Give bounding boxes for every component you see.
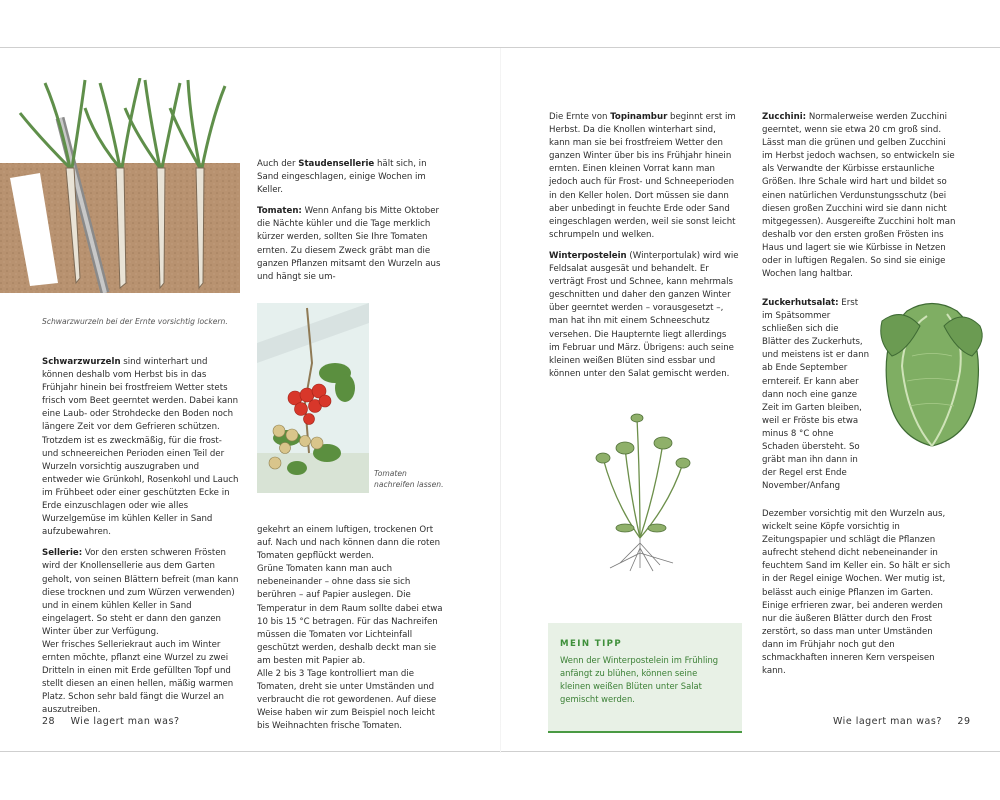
left-folio	[42, 716, 180, 727]
sugarloaf-text-narrow: Erst im Spätsommer schließen sich die Blätter des Zuckerhuts, und meistens ist er dann ab Ende September erntereif. Er kann aber dann noch eine ganze Zeit im Garten bleiben, weil er Fröste bis etwa minus 8 °C ohne Schaden übersteht. So gräbt man ihn dann in der Regel erst Ende November/Anfang	[762, 298, 870, 492]
tomato-heading: Tomaten:	[257, 206, 302, 217]
winter-purslane-heading: Winterpostelein	[549, 250, 627, 261]
tomato-caption	[374, 468, 444, 490]
tomato-plant-illustration	[257, 303, 369, 493]
tomato-caption-line-1: Tomaten	[374, 469, 407, 478]
green-tomato-text: Grüne Tomaten kann man auch nebeneinander – ohne dass sie sich berühren – auf Papier auslegen. Die Temperatur in dem Raum sollte dabei etwa 10 bis 15 °C betragen. Für das Nachreifen müssen die Tomaten vor Lichteinfall geschützt werden, deshalb deckt man sie am besten mit Papier ab.	[257, 564, 443, 666]
page-number-left: 28	[42, 716, 56, 727]
celery-text-2: Wer frisches Selleriekraut auch im Winter ernten möchte, pflanzt eine Wurzel zu zwei Dritteln in einen mit Erde gefüllten Topf und stellt diesen an einen hellen, mäßig warmen Platz. Schon sehr bald fängt die Wurzel an auszutreiben.	[42, 639, 234, 716]
sugarloaf-heading: Zuckerhutsalat:	[762, 298, 839, 308]
tip-text: Wenn der Winterpostelein im Frühling anfängt zu blühen, können seine kleinen weißen Blüten unter Salat gemischt werden.	[560, 655, 719, 704]
right-column-2-wide	[762, 508, 957, 686]
page-number-right: 29	[957, 716, 971, 727]
celery-text: Vor den ersten schweren Frösten wird der Knollensellerie aus dem Garten geholt, von seinen Blättern befreit (man kann diese trocknen und zum Würzen verwenden) und in einem kühlen Keller in Sand eingelagert. So steht er dann den ganzen Winter über zur Verfügung.	[42, 548, 239, 637]
tip-title: MEIN TIPP	[560, 639, 623, 649]
winter-purslane-text: (Winterportulak) wird wie Feldsalat ausgesät und behandelt. Er verträgt Frost und Schnee, kann mehrmals geschnitten und daher den ganzen Winter über geerntet werden – vorausgesetzt –, man hat ihn mit einem Schneeschutz versehen. Die Haupternte liegt allerdings im Februar und März. Übrigens: auch seine kleinen weißen Blüten sind essbar und können unter den Salat gemischt werden.	[549, 250, 739, 379]
left-column-2-bottom	[257, 524, 447, 742]
left-page	[0, 48, 500, 753]
salsify-caption: Schwarzwurzeln bei der Ernte vorsichtig lockern.	[42, 317, 228, 326]
right-column-2-narrow	[762, 297, 870, 493]
right-page	[500, 48, 1000, 753]
tomato-caption-line-2: nachreifen lassen.	[374, 480, 444, 489]
right-folio	[833, 716, 971, 727]
right-column-2-top	[762, 111, 957, 289]
tip-box	[548, 623, 742, 733]
tomato-continued: gekehrt an einem luftigen, trockenen Ort auf. Nach und nach können dann die roten Tomaten gepflückt werden.	[257, 525, 441, 562]
running-title-right: Wie lagert man was?	[833, 716, 942, 727]
stalk-celery-pre: Auch der	[257, 159, 299, 169]
left-column-2-top	[257, 158, 447, 292]
celery-heading: Sellerie:	[42, 548, 83, 559]
jerusalem-artichoke-text: beginnt erst im Herbst. Da die Knollen winterhart sind, kann man sie bei frostfreiem Wetter den ganzen Winter über bis ins Frühjahr hinein ernten. Einen kleinen Vorrat kann man jedoch auch für Frost- und Schneeperioden in den Keller holen. Dort müssen sie dann aber unbedingt in feuchte Erde oder Sand eingeschlagen werden, weil sie sonst leicht schrumpeln und welken.	[549, 112, 736, 240]
sugarloaf-text-wide: Dezember vorsichtig mit den Wurzeln aus, wickelt seine Köpfe vorsichtig in Zeitungspapier und schlägt die Pflanzen aufrecht stehend dicht nebeneinander in feuchtem Sand im Keller ein. So hält er sich in der Regel einige Wochen. Wer mutig ist, belässt auch einige Pflanzen im Garten. Einige erfrieren zwar, bei anderen werden nur die äußeren Blätter durch den Frost zerstört, so dass man unter Umständen dann im Frühjahr noch gut den schmackhaften inneren Kern verspeisen kann.	[762, 509, 951, 677]
zucchini-text: Normalerweise werden Zucchini geerntet, wenn sie etwa 20 cm groß sind. Lässt man die grünen und gelben Zucchini im Herbst jedoch wachsen, so entwickeln sie als Verwandte der Kürbisse erstaunliche Größen. Ihre Schale wird hart und bildet so einen natürlichen Verdunstungsschutz (bei diesen großen Zucchini wird sie dann nicht mitgegessen). Ausgereifte Zucchini holt man deshalb vor den ersten großen Frösten ins Haus und lagert sie wie Kürbisse in Netzen oder in luftigen Regalen. So sind sie einige Wochen lang haltbar.	[762, 112, 956, 280]
salsify-harvest-illustration	[0, 78, 240, 293]
salsify-heading: Schwarzwurzeln	[42, 357, 121, 367]
zucchini-heading: Zucchini:	[762, 112, 807, 122]
stalk-celery-heading: Staudensellerie	[298, 159, 375, 169]
book-spread	[0, 47, 1000, 752]
tomato-check-text: Alle 2 bis 3 Tage kontrolliert man die Tomaten, dreht sie unter Umständen und verbraucht die rot gewordenen. Auf diese Weise haben wir zum Beispiel noch leicht bis Weihnachten frische Tomaten.	[257, 669, 437, 732]
right-column-1	[549, 111, 739, 389]
winter-purslane-illustration	[585, 403, 695, 573]
stalk-celery-text: hält sich, in Sand eingeschlagen, einige Wochen im Keller.	[257, 159, 427, 196]
left-column-1	[42, 356, 239, 726]
sugarloaf-chicory-illustration	[872, 296, 990, 454]
jerusalem-artichoke-pre: Die Ernte von	[549, 112, 611, 122]
salsify-text: sind winterhart und können deshalb vom Herbst bis in das Frühjahr hinein bei frostfreiem Wetter stets frisch vom Beet geerntet werden. Dabei kann eine Laub- oder Strohdecke den Boden noch längere Zeit vor dem Gefrieren schützen. Trotzdem ist es zweckmäßig, für die frost- und schneereichen Perioden einen Teil der Wurzeln vorsichtig auszugraben und entweder wie Grünkohl, Rosenkohl und Lauch im Frühbeet oder einer geschützten Ecke in Erde einzuschlagen oder wie alles Wurzelgemüse im kühlen Keller in Sand aufzubewahren.	[42, 357, 239, 538]
jerusalem-artichoke-heading: Topinambur	[610, 112, 668, 122]
tomato-text: Wenn Anfang bis Mitte Oktober die Nächte kühler und die Tage merklich kürzer werden, sollten Sie Ihre Tomaten ernten. Zu diesem Zweck gräbt man die ganzen Pflanzen mitsamt den Wurzeln aus und hängt sie um-	[257, 206, 441, 282]
running-title-left: Wie lagert man was?	[70, 716, 180, 727]
